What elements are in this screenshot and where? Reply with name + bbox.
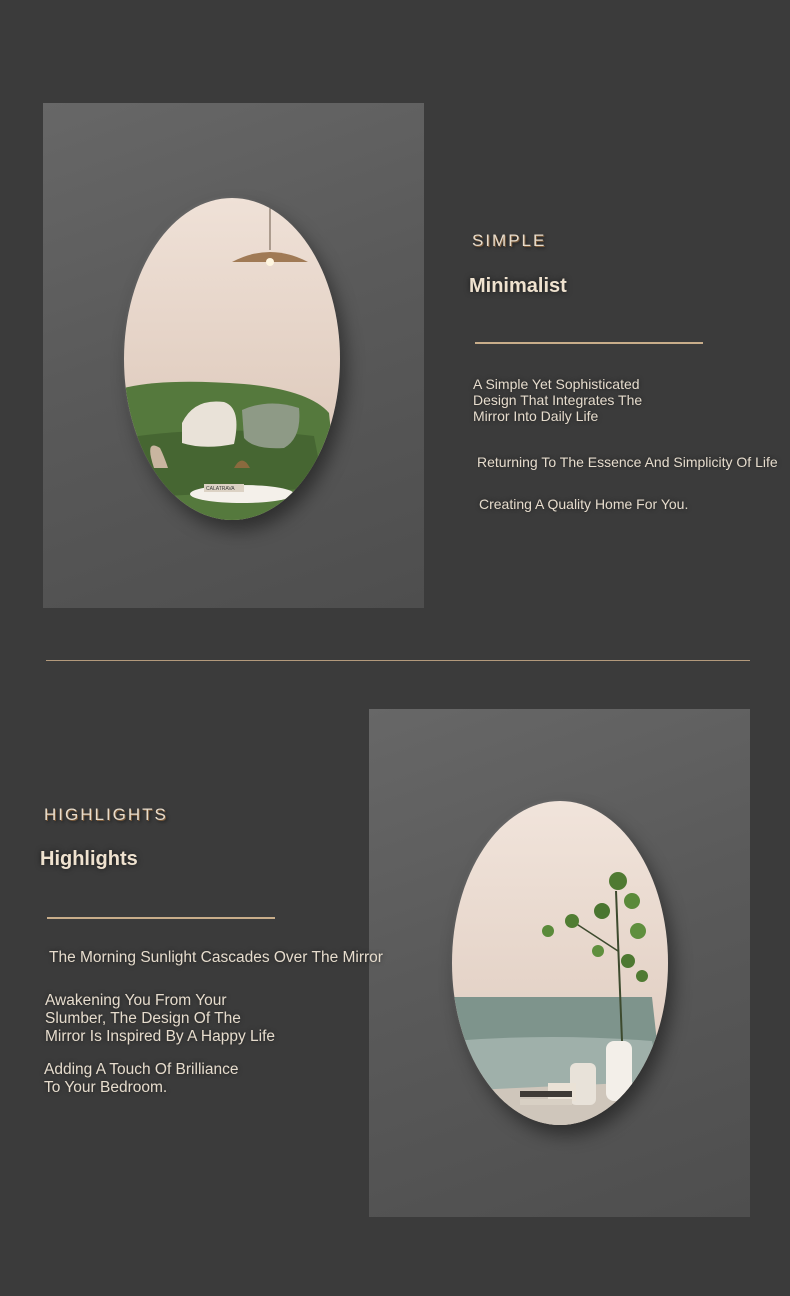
sunlight-line: The Morning Sunlight Cascades Over The Mirror xyxy=(49,949,383,966)
section-divider xyxy=(46,660,750,661)
brilliance-line: Adding A Touch Of Brilliance To Your Bedroom. xyxy=(44,1061,239,1096)
awakening-description: Awakening You From Your Slumber, The Design Of The Mirror Is Inspired By A Happy Life xyxy=(45,992,276,1045)
highlights-heading: Highlights xyxy=(40,848,138,870)
quality-home-line: Creating A Quality Home For You. xyxy=(479,496,689,512)
oval-mirror-image-2 xyxy=(452,801,668,1125)
minimalist-heading: Minimalist xyxy=(469,275,567,297)
oval-mirror-image-1 xyxy=(124,198,340,520)
mirror-book-title: CALATRAVA xyxy=(206,486,235,492)
highlights-kicker: HIGHLIGHTS xyxy=(44,805,168,824)
heading-divider-2 xyxy=(47,917,275,919)
heading-divider-1 xyxy=(475,342,703,344)
design-description: A Simple Yet Sophisticated Design That Integrates The Mirror Into Daily Life xyxy=(473,376,643,424)
simple-kicker: SIMPLE xyxy=(472,231,547,250)
essence-line: Returning To The Essence And Simplicity Of Life xyxy=(477,454,778,470)
